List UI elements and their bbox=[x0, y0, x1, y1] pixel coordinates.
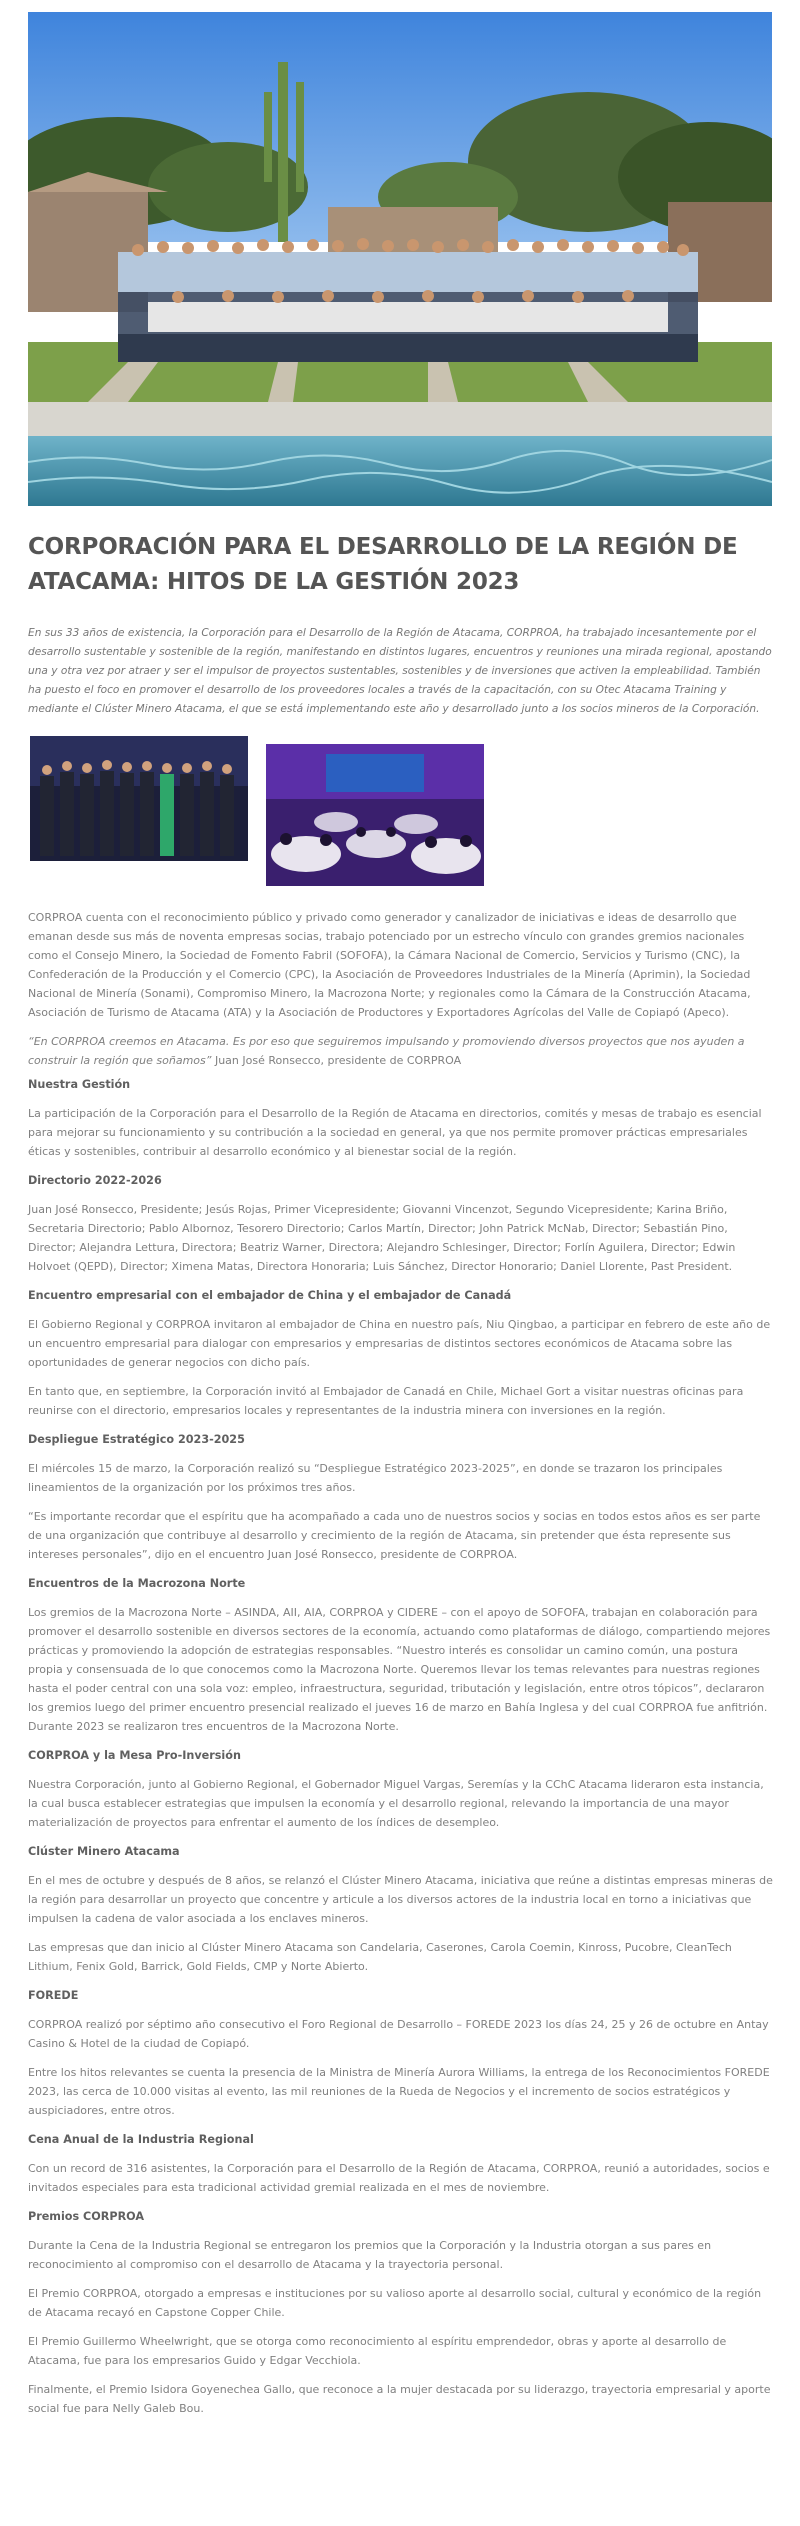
heading-proinversion: CORPROA y la Mesa Pro-Inversión bbox=[28, 1749, 241, 1762]
paragraph-embajador-canada: En tanto que, en septiembre, la Corporación invitó al Embajador de Canadá en Chile, Michael Gort a visitar nuestras oficinas para reunirse con el directorio, empresarios locales y representantes de la industria minera con inversiones en la región. bbox=[28, 1385, 744, 1417]
heading-directorio: Directorio 2022-2026 bbox=[28, 1174, 162, 1187]
paragraph-forede-hitos: Entre los hitos relevantes se cuenta la presencia de la Ministra de Minería Aurora Williams, la entrega de los Reconocimientos FOREDE 2023, las cerca de 10.000 visitas al evento, las mil reuniones de la Rueda de Negocios y el incremento de socios estratégicos y auspiciadores, entre otros. bbox=[28, 2066, 770, 2117]
paragraph-forede: CORPROA realizó por séptimo año consecutivo el Foro Regional de Desarrollo – FOREDE 2023 los días 24, 25 y 26 de octubre en Antay Casino & Hotel de la ciudad de Copiapó. bbox=[28, 2018, 769, 2050]
heading-embajador: Encuentro empresarial con el embajador de China y el embajador de Canadá bbox=[28, 1289, 512, 1302]
paragraph-premio-wheelwright: El Premio Guillermo Wheelwright, que se otorga como reconocimiento al espíritu emprendedor, obras y aporte al desarrollo de Atacama, fue para los empresarios Guido y Edgar Vecchiola. bbox=[28, 2335, 727, 2367]
paragraph-gestion: La participación de la Corporación para el Desarrollo de la Región de Atacama en directorios, comités y mesas de trabajo es esencial para mejorar su funcionamiento y su contribución a la sociedad en general, ya que nos permite promover prácticas empresariales éticas y sostenibles, contribuir al desarrollo económico y al bienestar social de la región. bbox=[28, 1107, 762, 1158]
authorities-photo[interactable] bbox=[30, 736, 248, 861]
dinner-event-photo[interactable] bbox=[266, 744, 484, 886]
paragraph-proinversion: Nuestra Corporación, junto al Gobierno Regional, el Gobernador Miguel Vargas, Seremías y la CChC Atacama lideraron esta instancia, la cual busca establecer estrategias que impulsen la economía y el desarrollo regional, relevando la importancia de una mayor materialización de proyectos para enfrentar el aumento de los índices de desempleo. bbox=[28, 1778, 764, 1829]
article-intro: En sus 33 años de existencia, la Corporación para el Desarrollo de la Región de Atacama, CORPROA, ha trabajado incesantemente por el desarrollo sustentable y sostenible de la región, manifestando en distintos lugares, encuentros y reuniones una mirada regional, apostando una y otra vez por atraer y ser el impulsor de proyectos sustentables, sostenibles y de inversiones que activen la empleabilidad. También ha puesto el foco en promover el desarrollo de los proveedores locales a través de la capacitación, con su Otec Atacama Training y mediante el Clúster Minero Atacama, el que se está implementando este año y desarrollado junto a los socios mineros de la Corporación. bbox=[28, 627, 772, 715]
paragraph-macrozona: Los gremios de la Macrozona Norte – ASINDA, AII, AIA, CORPROA y CIDERE – con el apoyo de SOFOFA, trabajan en colaboración para promover el desarrollo sostenible en diversos sectores de la economía, actuando como plataformas de diálogo, compartiendo mejores prácticas y promoviendo la adopción de estrategias responsables. “Nuestro interés es consolidar un camino común, una postura propia y consensuada de lo que conocemos como la Macrozona Norte. Queremos llevar los temas relevantes para nuestras regiones hasta el poder central con una sola voz: empleo, infraestructura, seguridad, tributación y legislación, entre otros tópicos”, declararon los gremios luego del primer encuentro presencial realizado el jueves 16 de marzo en Bahía Inglesa y del cual CORPROA fue anfitrión. Durante 2023 se realizaron tres encuentros de la Macrozona Norte. bbox=[28, 1606, 771, 1733]
heading-despliegue: Despliegue Estratégico 2023-2025 bbox=[28, 1433, 245, 1446]
paragraph-cena: Con un record de 316 asistentes, la Corporación para el Desarrollo de la Región de Atacama, CORPROA, reunió a autoridades, socios e invitados especiales para esta tradicional actividad gremial realizada en el mes de noviembre. bbox=[28, 2162, 770, 2194]
paragraph-premio-goyenechea: Finalmente, el Premio Isidora Goyenechea Gallo, que reconoce a la mujer destacada por su liderazgo, trayectoria empresarial y aporte social fue para Nelly Galeb Bou. bbox=[28, 2383, 771, 2415]
quote-president bbox=[28, 1032, 774, 1070]
paragraph-cluster: En el mes de octubre y después de 8 años, se relanzó el Clúster Minero Atacama, iniciativa que reúne a distintas empresas mineras de la región para desarrollar un proyecto que concentre y articule a los diversos actores de la industria local en torno a iniciativas que impulsen la cadena de valor asociada a los enclaves mineros. bbox=[28, 1874, 773, 1925]
paragraph-premio-corproa: El Premio CORPROA, otorgado a empresas e instituciones por su valioso aporte al desarrollo social, cultural y económico de la región de Atacama recayó en Capstone Copper Chile. bbox=[28, 2287, 762, 2319]
quote-text: “En CORPROA creemos en Atacama. Es por eso que seguiremos impulsando y promoviendo diversos proyectos que nos ayuden a construir la región que soñamos” bbox=[28, 1035, 745, 1067]
heading-cena: Cena Anual de la Industria Regional bbox=[28, 2133, 254, 2146]
paragraph-corproa: CORPROA cuenta con el reconocimiento público y privado como generador y canalizador de iniciativas e ideas de desarrollo que emanan desde sus más de noventa empresas socias, trabajo potenciado por un estrecho vínculo con grandes gremios nacionales como el Consejo Minero, la Sociedad de Fomento Fabril (SOFOFA), la Cámara Nacional de Comercio, Servicios y Turismo (CNC), la Confederación de la Producción y el Comercio (CPC), la Asociación de Proveedores Industriales de la Minería (Aprimin), la Sociedad Nacional de Minería (Sonami), Compromiso Minero, la Macrozona Norte; y regionales como la Cámara de la Construcción Atacama, Asociación de Turismo de Atacama (ATA) y la Asociación de Productores y Exportadores Agrícolas del Valle de Copiapó (Apeco). bbox=[28, 911, 751, 1019]
paragraph-directorio: Juan José Ronsecco, Presidente; Jesús Rojas, Primer Vicepresidente; Giovanni Vincenzot, Segundo Vicepresidente; Karina Briño, Secretaria Directorio; Pablo Albornoz, Tesorero Directorio; Carlos Martín, Director; John Patrick McNab, Director; Sebastián Pino, Director; Alejandra Lettura, Directora; Beatriz Warner, Directora; Alejandro Schlesinger, Director; Forlín Aguilera, Director; Edwin Holvoet (QEPD), Director; Ximena Matas, Directora Honoraria; Luis Sánchez, Director Honorario; Daniel Llorente, Past President. bbox=[28, 1203, 736, 1273]
group-photo bbox=[28, 12, 772, 506]
heading-macrozona: Encuentros de la Macrozona Norte bbox=[28, 1577, 246, 1590]
paragraph-despliegue: El miércoles 15 de marzo, la Corporación realizó su “Despliegue Estratégico 2023-2025”, en donde se trazaron los principales lineamientos de la organización por los próximos tres años. bbox=[28, 1462, 723, 1494]
paragraph-despliegue-quote: “Es importante recordar que el espíritu que ha acompañado a cada uno de nuestros socios y socias en todos estos años es ser parte de una organización que contribuye al desarrollo y crecimiento de la región de Atacama, sin pretender que ésta represente sus intereses personales”, dijo en el encuentro Juan José Ronsecco, presidente de CORPROA. bbox=[28, 1510, 761, 1561]
paragraph-cluster-empresas: Las empresas que dan inicio al Clúster Minero Atacama son Candelaria, Caserones, Carola Coemin, Kinross, Pucobre, CleanTech Lithium, Fenix Gold, Barrick, Gold Fields, CMP y Norte Abierto. bbox=[28, 1941, 732, 1973]
article-title: CORPORACIÓN PARA EL DESARROLLO DE LA REGIÓN DE ATACAMA: HITOS DE LA GESTIÓN 2023 bbox=[28, 534, 738, 595]
heading-premios: Premios CORPROA bbox=[28, 2210, 145, 2223]
paragraph-premios: Durante la Cena de la Industria Regional se entregaron los premios que la Corporación y la Industria otorgan a sus pares en reconocimiento al compromiso con el desarrollo de Atacama y la trayectoria personal. bbox=[28, 2239, 712, 2271]
article-body bbox=[28, 908, 774, 2428]
heading-cluster: Clúster Minero Atacama bbox=[28, 1845, 180, 1858]
heading-gestion: Nuestra Gestión bbox=[28, 1078, 131, 1091]
heading-forede: FOREDE bbox=[28, 1989, 79, 2002]
paragraph-embajador-china: El Gobierno Regional y CORPROA invitaron al embajador de China en nuestro país, Niu Qingbao, a participar en febrero de este año de un encuentro empresarial para dialogar con empresarios y empresarias de distintos sectores económicos de Atacama sobre las oportunidades de generar negocios con dicho país. bbox=[28, 1318, 771, 1369]
quote-author: Juan José Ronsecco, presidente de CORPROA bbox=[211, 1054, 462, 1067]
